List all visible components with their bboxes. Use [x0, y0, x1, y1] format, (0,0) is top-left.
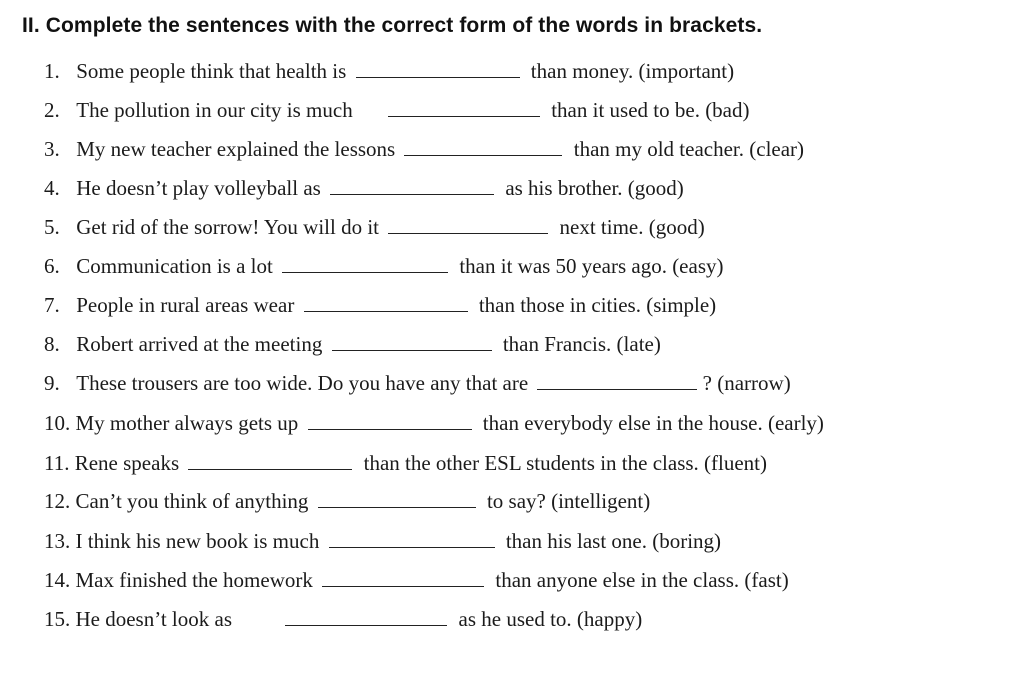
item-number: 6. [44, 254, 60, 278]
sentence-item [44, 56, 734, 86]
sentence-item [44, 604, 642, 634]
answer-blank[interactable] [308, 408, 472, 430]
sentence-item [44, 329, 661, 359]
sentence-item [44, 368, 791, 398]
sentence-text-before: My new teacher explained the lessons [76, 137, 396, 161]
answer-blank[interactable] [329, 526, 495, 548]
sentence-text-after: as his brother. (good) [505, 176, 684, 200]
answer-blank[interactable] [332, 329, 492, 351]
sentence-text-before: He doesn’t look as [75, 607, 233, 631]
sentence-text-after: than money. (important) [530, 59, 735, 83]
item-number: 7. [44, 293, 60, 317]
item-number: 15. [44, 607, 71, 631]
sentence-text-before: Rene speaks [74, 451, 180, 475]
answer-blank[interactable] [188, 448, 352, 470]
sentence-text-after: than it was 50 years ago. (easy) [459, 254, 724, 278]
sentence-text-after: than his last one. (boring) [505, 529, 722, 553]
sentence-text-after: than anyone else in the class. (fast) [495, 568, 789, 592]
sentence-item [44, 251, 724, 281]
sentence-item [44, 565, 789, 595]
sentence-item [44, 408, 824, 438]
sentence-item [44, 526, 721, 556]
sentence-text-before: Max finished the homework [75, 568, 313, 592]
sentence-text-before: Get rid of the sorrow! You will do it [76, 215, 379, 239]
item-number: 11. [44, 451, 70, 475]
sentence-text-before: Can’t you think of anything [75, 489, 309, 513]
answer-blank[interactable] [537, 368, 697, 390]
sentence-item [44, 212, 705, 242]
answer-blank[interactable] [388, 212, 548, 234]
sentence-item [44, 134, 804, 164]
sentence-text-before: The pollution in our city is much [76, 98, 353, 122]
item-number: 3. [44, 137, 60, 161]
answer-blank[interactable] [356, 56, 520, 78]
item-number: 1. [44, 59, 60, 83]
item-number: 8. [44, 332, 60, 356]
item-number: 10. [44, 411, 71, 435]
sentence-text-before: Communication is a lot [76, 254, 273, 278]
item-number: 14. [44, 568, 71, 592]
answer-blank[interactable] [282, 251, 448, 273]
answer-blank[interactable] [322, 565, 484, 587]
sentence-text-after: than Francis. (late) [502, 332, 661, 356]
sentence-text-before: Some people think that health is [76, 59, 347, 83]
sentence-text-after: ? (narrow) [702, 371, 791, 395]
item-number: 5. [44, 215, 60, 239]
exercise-title: II. Complete the sentences with the correct form of the words in brackets. [22, 14, 763, 37]
answer-blank[interactable] [285, 604, 447, 626]
answer-blank[interactable] [304, 290, 468, 312]
sentence-item [44, 290, 716, 320]
item-number: 4. [44, 176, 60, 200]
sentence-text-before: People in rural areas wear [76, 293, 295, 317]
sentence-item [44, 173, 684, 203]
sentence-text-after: than it used to be. (bad) [551, 98, 750, 122]
sentence-text-before: Robert arrived at the meeting [76, 332, 323, 356]
sentence-text-after: than those in cities. (simple) [478, 293, 717, 317]
sentence-text-after: as he used to. (happy) [458, 607, 643, 631]
answer-blank[interactable] [318, 486, 476, 508]
item-number: 13. [44, 529, 71, 553]
sentence-item [44, 95, 750, 125]
item-number: 9. [44, 371, 60, 395]
sentence-text-after: than my old teacher. (clear) [573, 137, 805, 161]
answer-blank[interactable] [388, 95, 540, 117]
sentence-text-before: My mother always gets up [75, 411, 299, 435]
sentence-item [44, 486, 650, 516]
sentence-text-after: next time. (good) [559, 215, 705, 239]
answer-blank[interactable] [404, 134, 562, 156]
sentence-item [44, 448, 767, 478]
sentence-text-after: than the other ESL students in the class. (fluent) [363, 451, 768, 475]
item-number: 2. [44, 98, 60, 122]
sentence-text-after: to say? (intelligent) [486, 489, 651, 513]
sentence-text-after: than everybody else in the house. (early) [482, 411, 824, 435]
sentence-text-before: I think his new book is much [75, 529, 320, 553]
sentence-text-before: These trousers are too wide. Do you have any that are [76, 371, 529, 395]
item-number: 12. [44, 489, 71, 513]
answer-blank[interactable] [330, 173, 494, 195]
sentence-text-before: He doesn’t play volleyball as [76, 176, 321, 200]
